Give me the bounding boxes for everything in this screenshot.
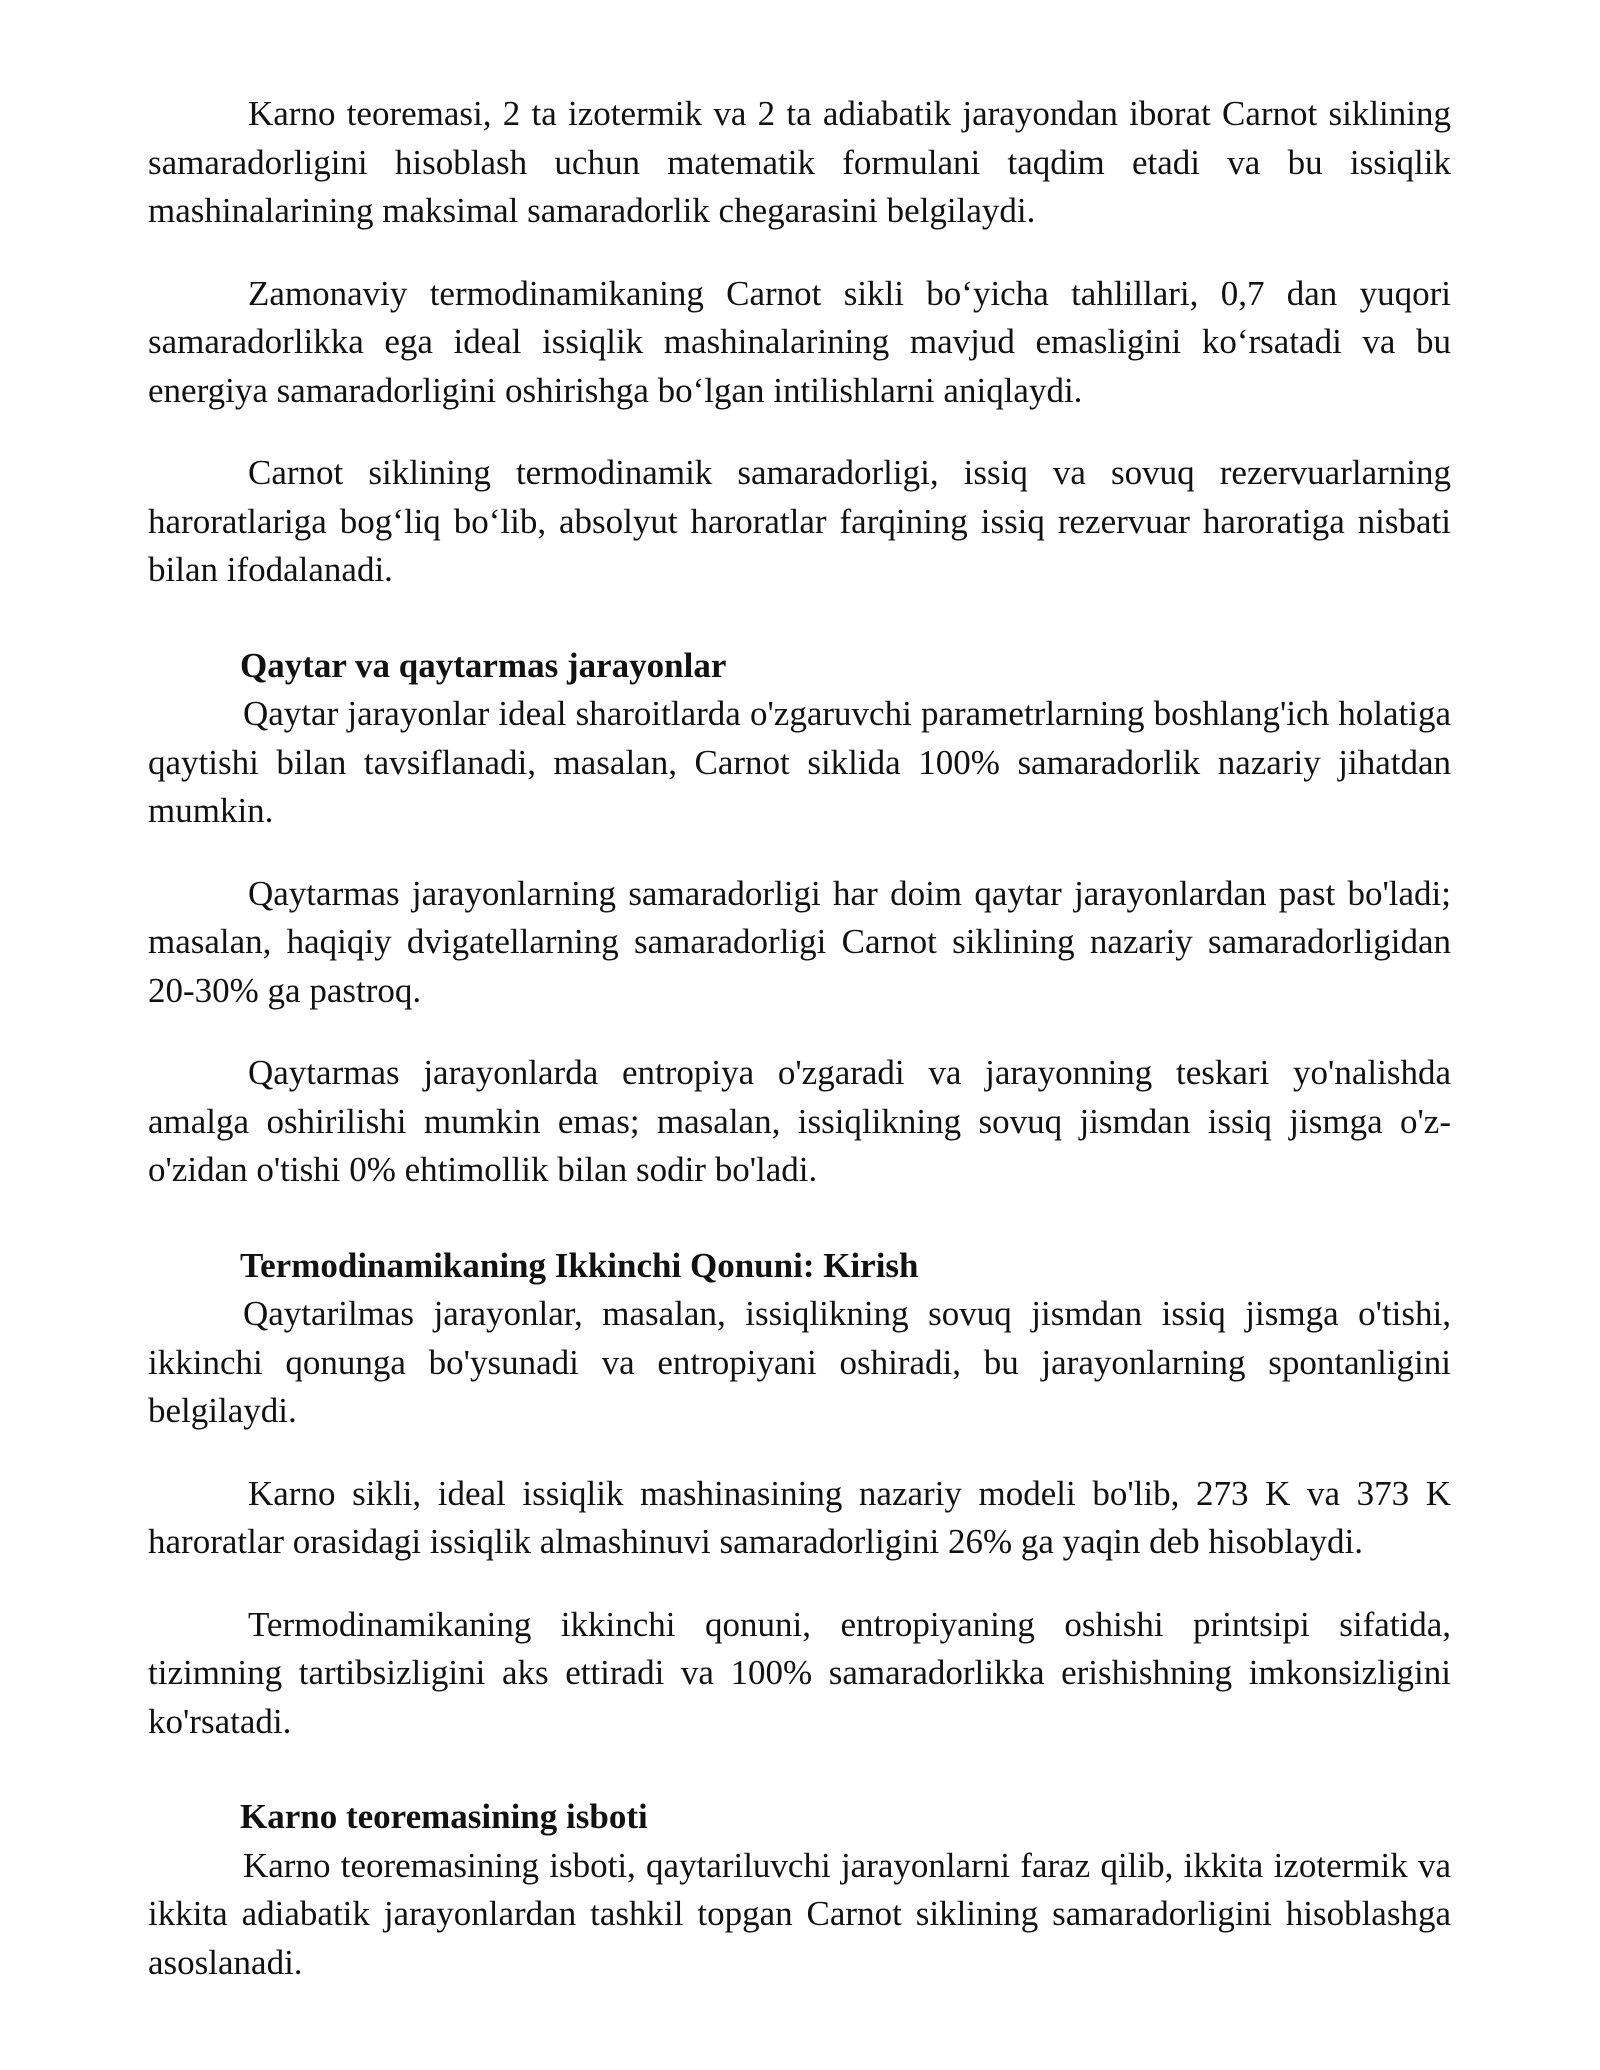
paragraph-reversible: Qaytar jarayonlar ideal sharoitlarda o'zgaruvchi parametrlarning boshlang'ich holatiga qaytishi bilan tavsiflanadi, masalan, Carnot siklida 100% samaradorlik nazariy jihatdan mumkin. (148, 694, 1451, 830)
document-page (148, 90, 1451, 1987)
heading-theorem-proof: Karno teoremasining isboti (240, 1797, 648, 1836)
paragraph-irreversible-efficiency: Qaytarmas jarayonlarning samaradorligi har doim qaytar jarayonlardan past bo'ladi; masalan, haqiqiy dvigatellarning samaradorligi Carnot siklining nazariy samaradorligidan 20-30% ga pastroq. (148, 873, 1451, 1010)
paragraph-irreversible-entropy: Qaytarmas jarayonlarda entropiya o'zgaradi va jarayonning teskari yo'nalishda amalga oshirilishi mumkin emas; masalan, issiqlikning sovuq jismdan issiq jismga o'z-o'zidan o'tishi 0% ehtimollik bilan sodir bo'ladi. (148, 1053, 1451, 1189)
paragraph-modern-analysis: Zamonaviy termodinamikaning Carnot sikli bo‘yicha tahlillari, 0,7 dan yuqori samaradorlikka ega ideal issiqlik mashinalarining mavjud emasligini ko‘rsatadi va bu energiya samaradorligini oshirishga bo‘lgan intilishlarni aniqlaydi. (148, 273, 1451, 410)
paragraph-carnot-efficiency: Carnot siklining termodinamik samaradorligi, issiq va sovuq rezervuarlarning haroratlariga bog‘liq bo‘lib, absolyut haroratlar farqining issiq rezervuar haroratiga nisbati bilan ifodalanadi. (148, 453, 1451, 589)
heading-second-law: Termodinamikaning Ikkinchi Qonuni: Kirish (240, 1245, 919, 1285)
paragraph-karno-cycle-model: Karno sikli, ideal issiqlik mashinasining nazariy modeli bo'lib, 273 K va 373 K haroratlar orasidagi issiqlik almashinuvi samaradorligini 26% ga yaqin deb hisoblaydi. (148, 1473, 1451, 1561)
heading-reversible-processes: Qaytar va qaytarmas jarayonlar (240, 645, 727, 685)
paragraph-karno-theorem-intro: Karno teoremasi, 2 ta izotermik va 2 ta adiabatik jarayondan iborat Carnot siklining samaradorligini hisoblash uchun matematik formulani taqdim etadi va bu issiqlik mashinalarining maksimal samaradorlik chegarasini belgilaydi. (148, 94, 1451, 230)
paragraph-second-law-intro: Qaytarilmas jarayonlar, masalan, issiqlikning sovuq jismdan issiq jismga o'tishi, ikkinchi qonunga bo'ysunadi va entropiyani oshiradi, bu jarayonlarning spontanligini belgilaydi. (148, 1294, 1451, 1430)
paragraph-theorem-proof: Karno teoremasining isboti, qaytariluvchi jarayonlarni faraz qilib, ikkita izotermik va ikkita adiabatik jarayonlardan tashkil topgan Carnot siklining samaradorligini hisoblashga asoslanadi. (148, 1845, 1451, 1982)
paragraph-entropy-principle: Termodinamikaning ikkinchi qonuni, entropiyaning oshishi printsipi sifatida, tizimning tartibsizligini aks ettiradi va 100% samaradorlikka erishishning imkonsizligini ko'rsatadi. (148, 1604, 1451, 1741)
